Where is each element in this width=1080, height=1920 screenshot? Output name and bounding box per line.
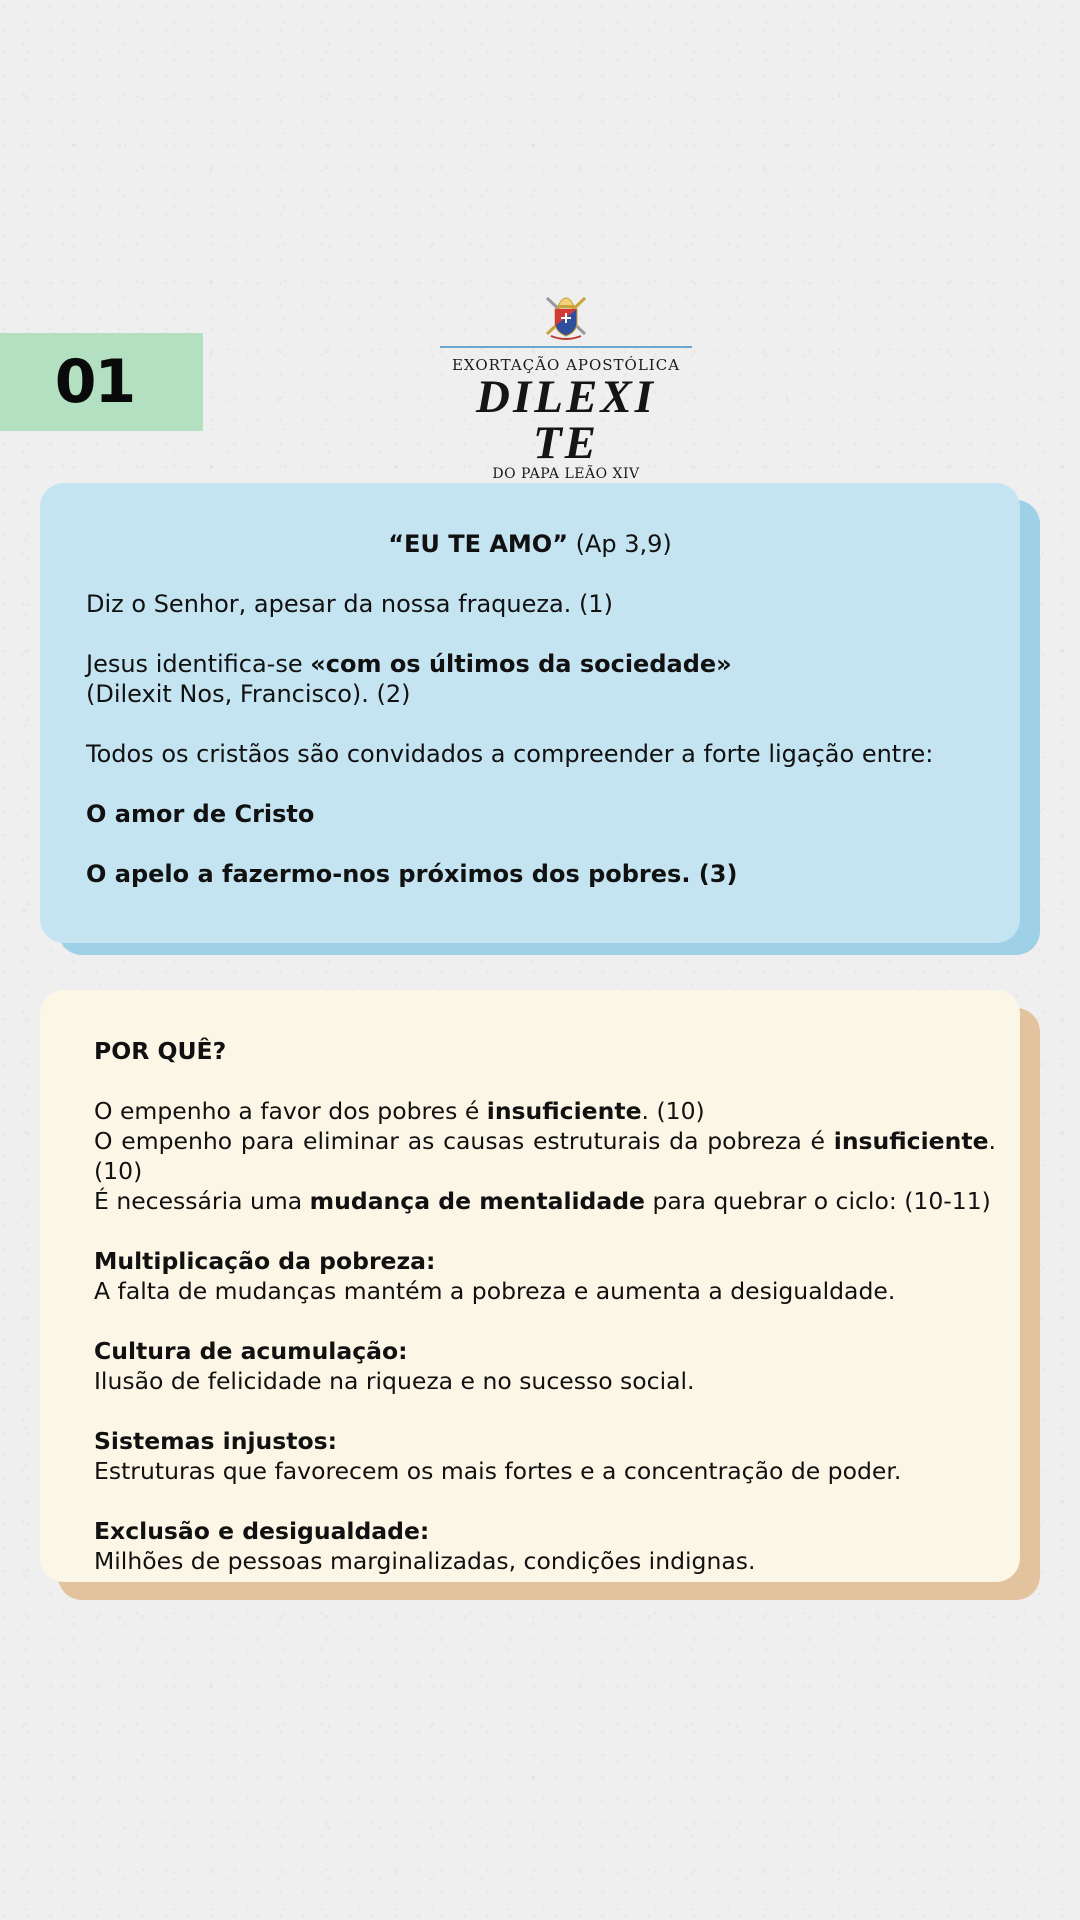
papal-coat-of-arms-icon — [541, 288, 591, 342]
quote-reference: (Ap 3,9) — [567, 530, 672, 558]
quote-heading — [86, 529, 974, 559]
why-l3-bold: mudança de mentalidade — [309, 1187, 645, 1215]
section-title: Multiplicação da pobreza: — [94, 1247, 436, 1275]
section-title: Cultura de acumulação: — [94, 1337, 408, 1365]
why-l1-text: O empenho a favor dos pobres é — [94, 1097, 487, 1125]
quote-p2-normal: Jesus identifica-se — [86, 650, 311, 678]
why-l3-ref: para quebrar o ciclo: (10-11) — [645, 1187, 991, 1215]
quote-paragraph-3: Todos os cristãos são convidados a compreender a forte ligação entre: — [86, 740, 934, 768]
header-author: DO PAPA LEÃO XIV — [492, 466, 640, 482]
quote-bold: “EU TE AMO” — [388, 530, 568, 558]
badge-number: 01 — [54, 347, 135, 417]
why-title: POR QUÊ? — [94, 1037, 227, 1065]
why-line-2 — [94, 1126, 996, 1186]
why-l1-ref: . (10) — [641, 1097, 705, 1125]
number-badge — [0, 333, 203, 431]
why-line-3 — [94, 1186, 996, 1216]
quote-paragraph-2 — [86, 649, 974, 709]
quote-p2-line2: (Dilexit Nos, Francisco). (2) — [86, 680, 411, 708]
section-text: Ilusão de felicidade na riqueza e no sucesso social. — [94, 1367, 695, 1395]
why-l2-ref: . (10) — [94, 1127, 996, 1185]
header-top-rule — [440, 346, 692, 348]
section-text: Estruturas que favorecem os mais fortes e a concentração de poder. — [94, 1457, 902, 1485]
section-title: Exclusão e desigualdade: — [94, 1517, 430, 1545]
header-subtitle: EXORTAÇÃO APOSTÓLICA — [451, 356, 681, 374]
why-card — [40, 990, 1020, 1582]
why-l2-bold: insuficiente — [833, 1127, 989, 1155]
quote-card — [40, 483, 1020, 943]
why-line-1 — [94, 1096, 996, 1126]
why-l1-bold: insuficiente — [486, 1097, 642, 1125]
quote-p2-bold: «com os últimos da sociedade» — [310, 650, 732, 678]
quote-paragraph-4: O amor de Cristo — [86, 800, 315, 828]
section-text: A falta de mudanças mantém a pobreza e aumenta a desigualdade. — [94, 1277, 896, 1305]
section-text: Milhões de pessoas marginalizadas, condições indignas. — [94, 1547, 756, 1575]
document-header — [438, 288, 694, 508]
section-title: Sistemas injustos: — [94, 1427, 337, 1455]
why-l2-text: O empenho para eliminar as causas estruturais da pobreza é — [94, 1127, 834, 1155]
header-title: DILEXI TE — [476, 371, 656, 469]
why-l3-text: É necessária uma — [94, 1187, 310, 1215]
quote-paragraph-5: O apelo a fazermo-nos próximos dos pobres. (3) — [86, 860, 738, 888]
quote-paragraph-1: Diz o Senhor, apesar da nossa fraqueza. (1) — [86, 590, 613, 618]
